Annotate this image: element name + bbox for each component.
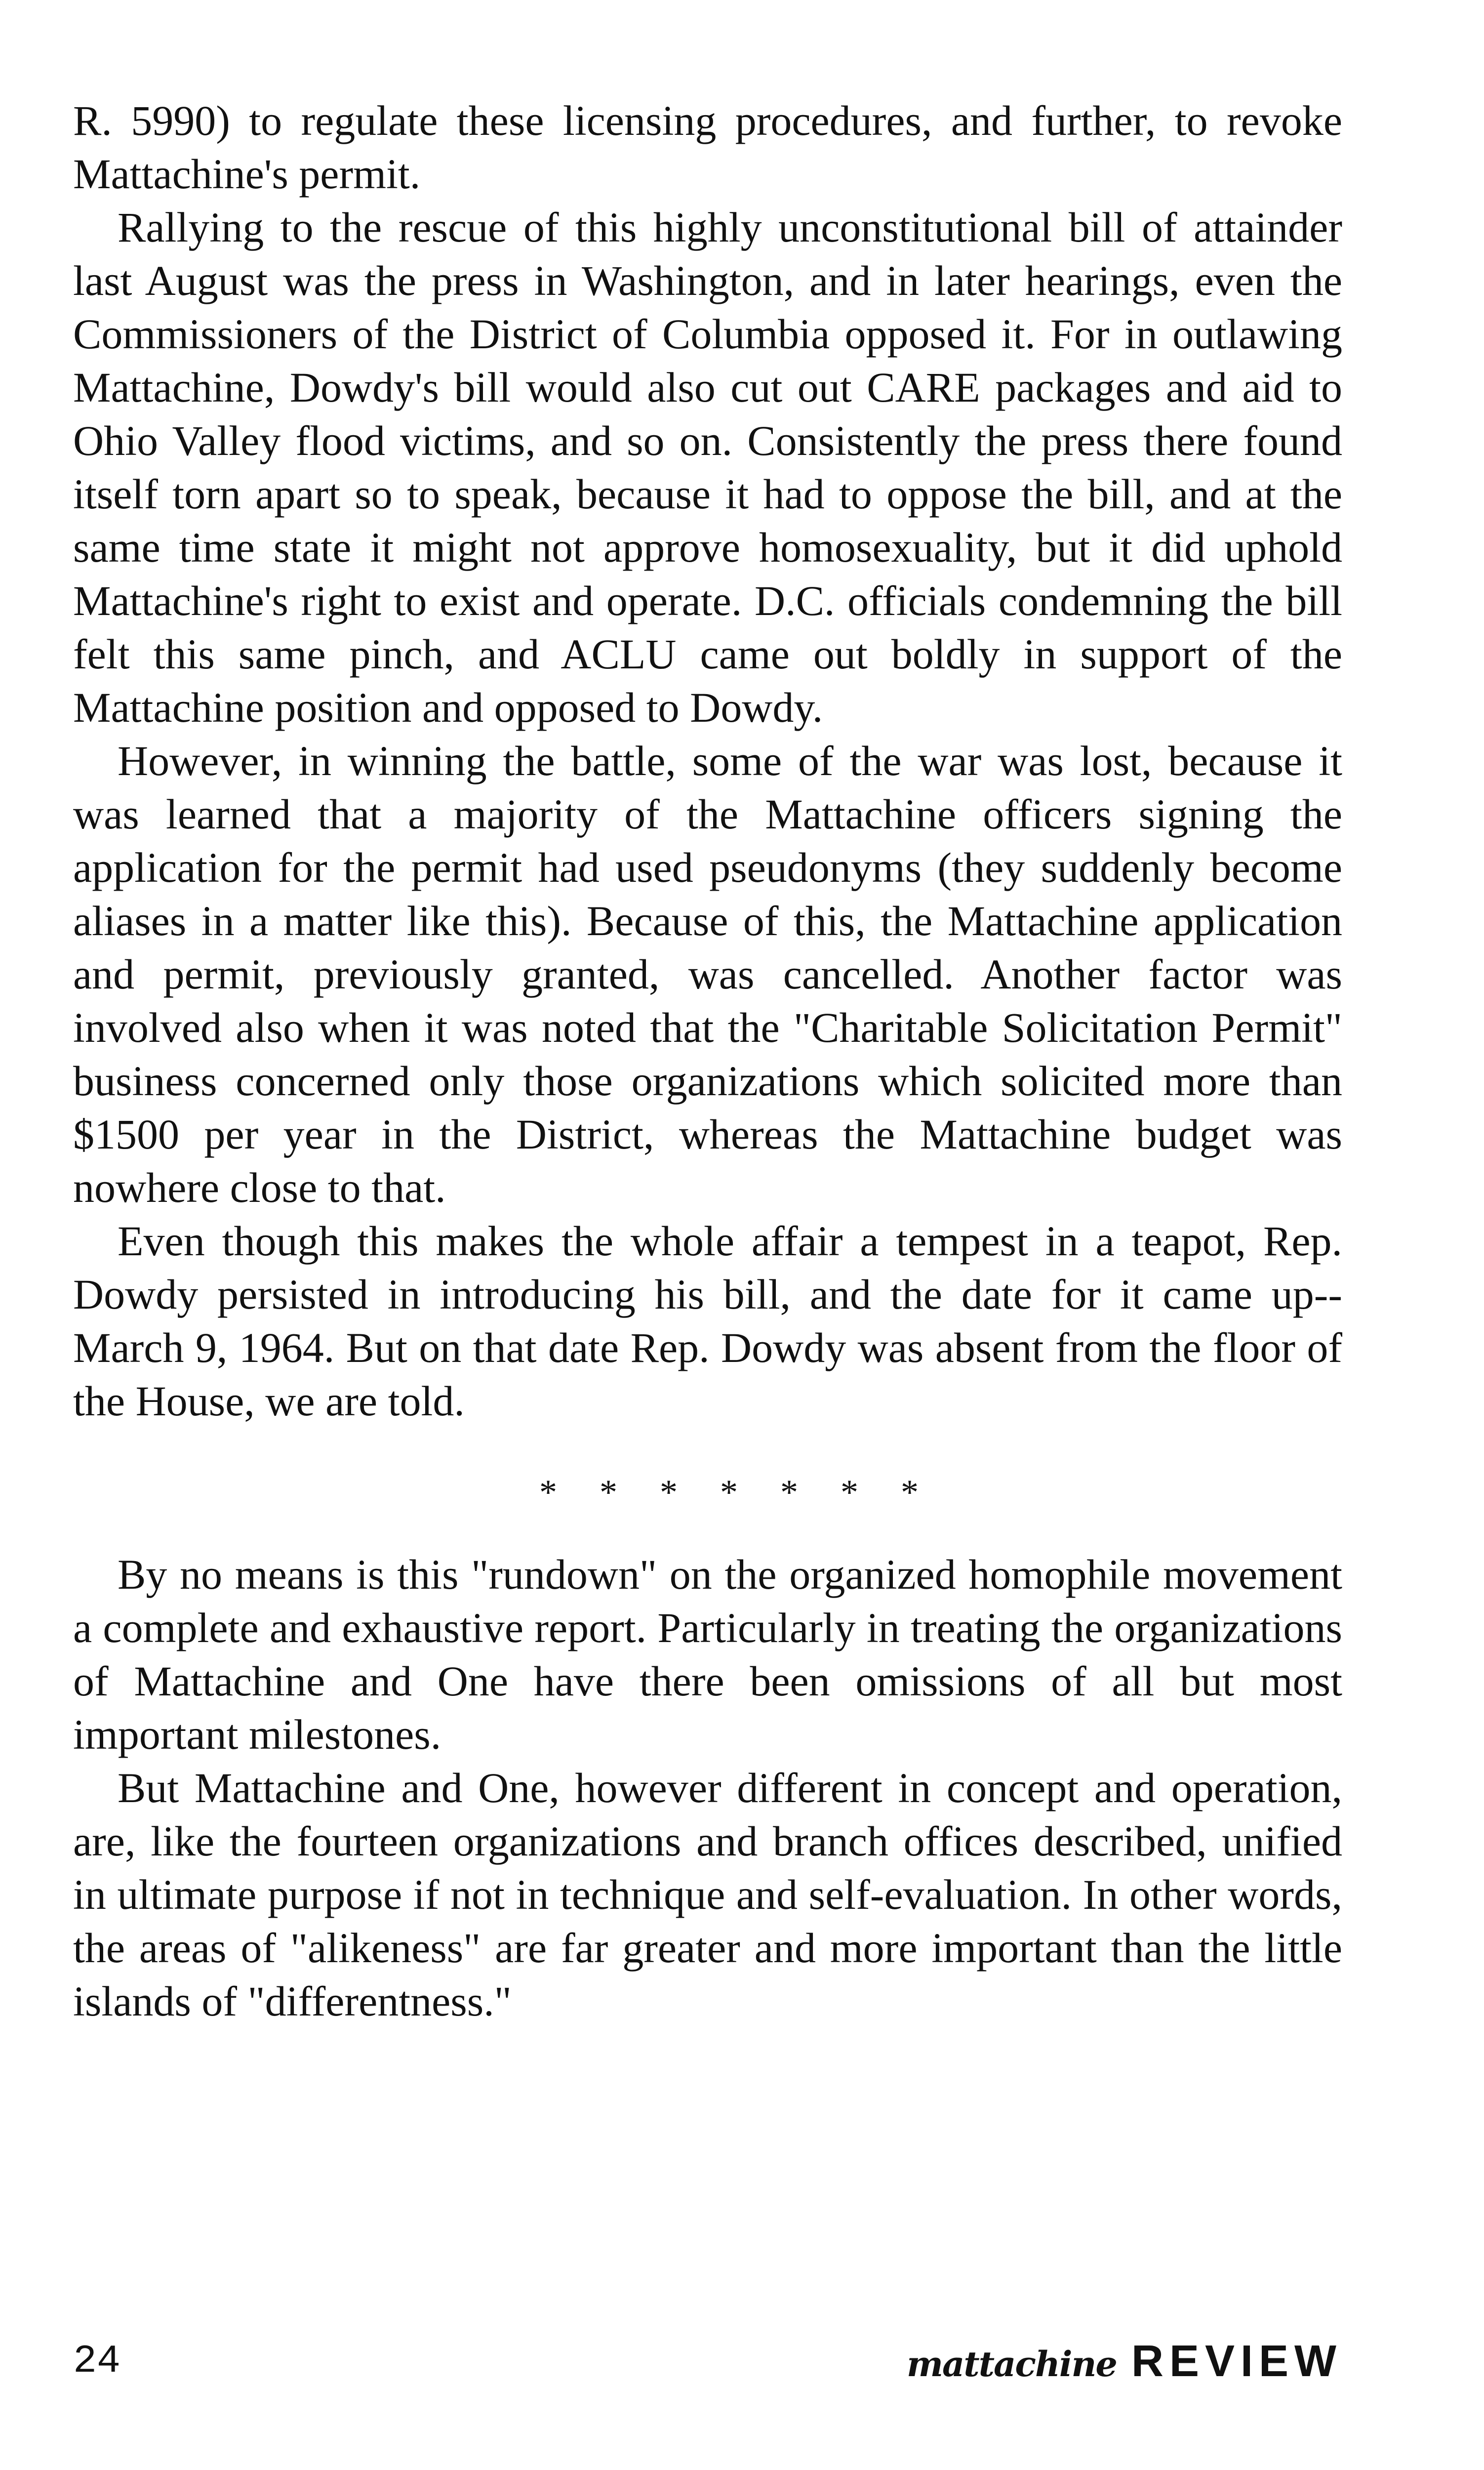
paragraph-even-though: Even though this makes the whole affair a tempest in a teapot, Rep. Dowdy persisted in introducing his bill, and the date for it came up--March 9, 1964. But on that date Rep. Dowdy was absent from the floor of the House, we are told. [73, 1217, 1342, 1425]
article-body [73, 94, 1342, 2028]
paragraph-rallying: Rallying to the rescue of this highly unconstitutional bill of attainder last August was the press in Washington, and in later hearings, even the Commissioners of the District of Columbia opposed it. For in outlawing Mattachine, Dowdy's bill would also cut out CARE packages and aid to Ohio Valley flood victims, and so on. Consistently the press there found itself torn apart so to speak, because it had to oppose the bill, and at the same time state it might not approve homosexuality, but it did uphold Mattachine's right to exist and operate. D.C. officials condemning the bill felt this same pinch, and ACLU came out boldly in support of the Mattachine position and opposed to Dowdy. [73, 204, 1342, 731]
page-footer [73, 2327, 1342, 2396]
page-number: 24 [73, 2339, 121, 2384]
section-separator: * * * * * * * [539, 1473, 935, 1512]
paragraph-however: However, in winning the battle, some of the war was lost, because it was learned that a majority of the Mattachine officers signing the application for the permit had used pseudonyms (they suddenly become aliases in a matter like this). Because of this, the Mattachine application and permit, previously granted, was cancelled. Another factor was involved also when it was noted that the "Charitable Solicitation Permit" business concerned only those organizations which solicited more than $1500 per year in the District, whereas the Mattachine budget was nowhere close to that. [73, 737, 1342, 1211]
paragraph-continuation: R. 5990) to regulate these licensing procedures, and further, to revoke Mattachine's permit. [73, 97, 1342, 198]
paragraph-by-no-means: By no means is this "rundown" on the organized homophile movement a complete and exhaustive report. Particularly in treating the organizations of Mattachine and One have there been omissions of all but most important milestones. [73, 1551, 1342, 1758]
paragraph-conclusion: But Mattachine and One, however different in concept and operation, are, like the fourteen organizations and branch offices described, unified in ultimate purpose if not in technique and self-evaluation. In other words, the areas of "alikeness" are far greater and more important than the little islands of "differentness." [73, 1764, 1342, 2025]
masthead-script-logo: mattachine [906, 2343, 1117, 2385]
masthead [907, 2336, 1342, 2387]
masthead-title: REVIEW [1131, 2336, 1342, 2386]
